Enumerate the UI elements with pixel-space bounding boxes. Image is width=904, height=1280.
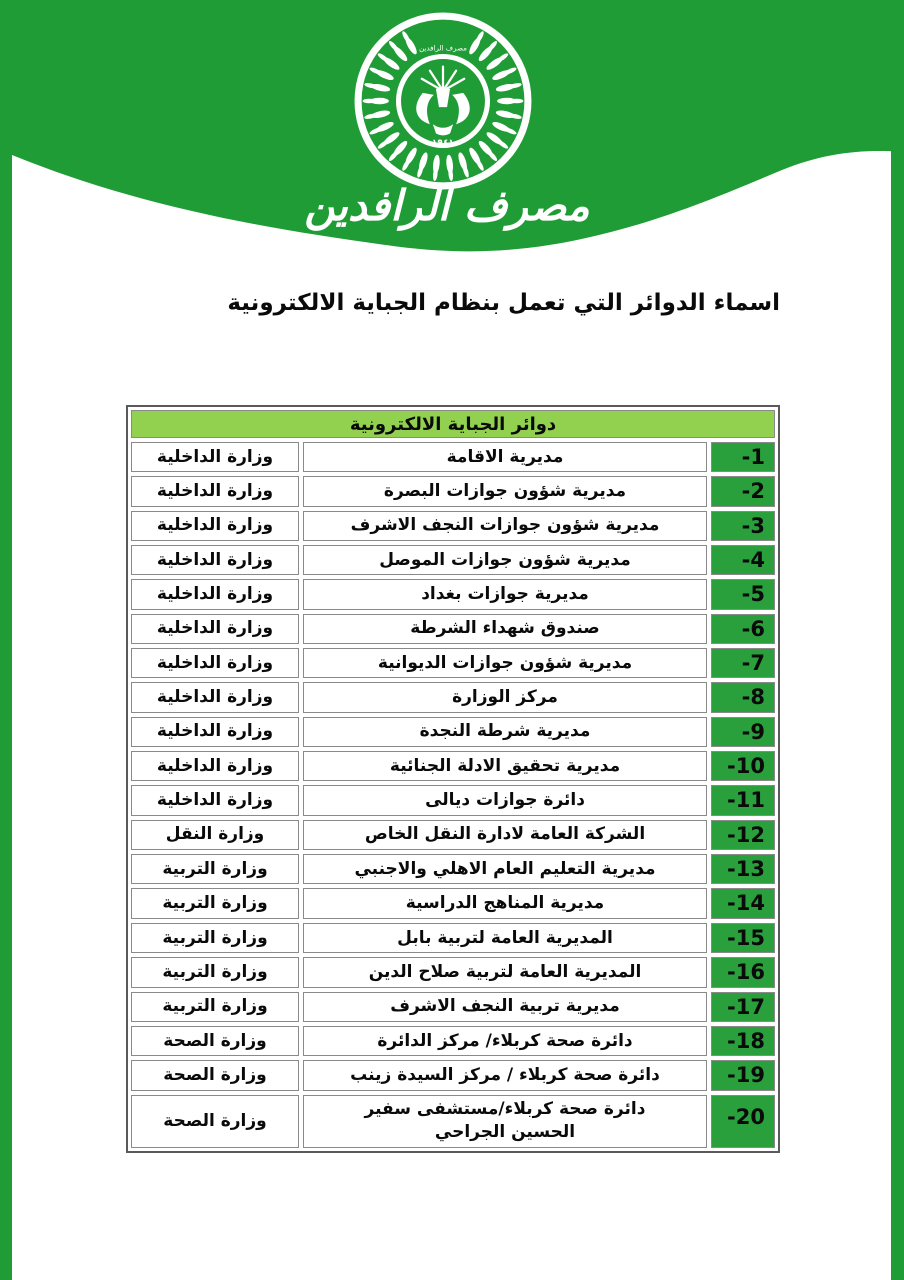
department-cell: دائرة صحة كربلاء/ مركز الدائرة bbox=[303, 1026, 707, 1056]
row-number-cell: -17 bbox=[711, 992, 775, 1022]
logo-year: ١٩٤١ bbox=[431, 138, 455, 149]
row-number-cell: -4 bbox=[711, 545, 775, 575]
department-cell: مديرية شرطة النجدة bbox=[303, 717, 707, 747]
ministry-cell: وزارة التربية bbox=[131, 923, 299, 953]
ministry-cell: وزارة الداخلية bbox=[131, 579, 299, 609]
ministry-cell: وزارة الصحة bbox=[131, 1026, 299, 1056]
ministry-cell: وزارة التربية bbox=[131, 854, 299, 884]
ministry-cell: وزارة التربية bbox=[131, 888, 299, 918]
row-number-cell: -11 bbox=[711, 785, 775, 815]
row-number-cell: -8 bbox=[711, 682, 775, 712]
ministry-cell: وزارة الداخلية bbox=[131, 648, 299, 678]
ministry-cell: وزارة الداخلية bbox=[131, 614, 299, 644]
bank-name-calligraphy: مصرف الرافدين bbox=[304, 181, 590, 230]
row-number-cell: -13 bbox=[711, 854, 775, 884]
department-cell: المديرية العامة لتربية بابل bbox=[303, 923, 707, 953]
row-number-cell: -9 bbox=[711, 717, 775, 747]
collection-departments-table bbox=[126, 405, 780, 1153]
row-number-cell: -1 bbox=[711, 442, 775, 472]
logo-micro-text: مصرف الرافدين bbox=[419, 43, 467, 53]
department-cell: مديرية جوازات بغداد bbox=[303, 579, 707, 609]
bank-logo bbox=[352, 10, 534, 192]
row-number-cell: -12 bbox=[711, 820, 775, 850]
department-cell: دائرة صحة كربلاء/مستشفى سفير الحسين الجراحي bbox=[303, 1095, 707, 1148]
ministry-cell: وزارة الداخلية bbox=[131, 717, 299, 747]
rivers-emblem-icon bbox=[416, 89, 470, 136]
department-cell: مديرية شؤون جوازات الديوانية bbox=[303, 648, 707, 678]
department-cell: مديرية المناهج الدراسية bbox=[303, 888, 707, 918]
row-number-cell: -19 bbox=[711, 1060, 775, 1090]
page-title: اسماء الدوائر التي تعمل بنظام الجباية الالكترونية bbox=[227, 290, 780, 316]
ministry-cell: وزارة الصحة bbox=[131, 1060, 299, 1090]
ministry-cell: وزارة الداخلية bbox=[131, 476, 299, 506]
row-number-cell: -16 bbox=[711, 957, 775, 987]
ministry-cell: وزارة الداخلية bbox=[131, 785, 299, 815]
department-cell: صندوق شهداء الشرطة bbox=[303, 614, 707, 644]
ministry-cell: وزارة الداخلية bbox=[131, 682, 299, 712]
row-number-cell: -3 bbox=[711, 511, 775, 541]
ministry-cell: وزارة الداخلية bbox=[131, 511, 299, 541]
row-number-cell: -6 bbox=[711, 614, 775, 644]
department-cell: مديرية تحقيق الادلة الجنائية bbox=[303, 751, 707, 781]
row-number-cell: -20 bbox=[711, 1095, 775, 1148]
department-cell: مديرية الاقامة bbox=[303, 442, 707, 472]
ministry-cell: وزارة التربية bbox=[131, 957, 299, 987]
department-cell: مركز الوزارة bbox=[303, 682, 707, 712]
fountain-emblem-icon bbox=[422, 67, 464, 91]
ministry-cell: وزارة النقل bbox=[131, 820, 299, 850]
ministry-cell: وزارة الداخلية bbox=[131, 751, 299, 781]
department-cell: مديرية شؤون جوازات النجف الاشرف bbox=[303, 511, 707, 541]
row-number-cell: -5 bbox=[711, 579, 775, 609]
department-cell: دائرة صحة كربلاء / مركز السيدة زينب bbox=[303, 1060, 707, 1090]
table-title-cell: دوائر الجباية الالكترونية bbox=[131, 410, 775, 438]
ministry-cell: وزارة التربية bbox=[131, 992, 299, 1022]
department-cell: المديرية العامة لتربية صلاح الدين bbox=[303, 957, 707, 987]
department-cell: مديرية التعليم العام الاهلي والاجنبي bbox=[303, 854, 707, 884]
department-cell: الشركة العامة لادارة النقل الخاص bbox=[303, 820, 707, 850]
row-number-cell: -18 bbox=[711, 1026, 775, 1056]
row-number-cell: -15 bbox=[711, 923, 775, 953]
department-cell: دائرة جوازات ديالى bbox=[303, 785, 707, 815]
department-cell: مديرية شؤون جوازات البصرة bbox=[303, 476, 707, 506]
ministry-cell: وزارة الداخلية bbox=[131, 545, 299, 575]
row-number-cell: -14 bbox=[711, 888, 775, 918]
row-number-cell: -7 bbox=[711, 648, 775, 678]
ministry-cell: وزارة الداخلية bbox=[131, 442, 299, 472]
department-cell: مديرية تربية النجف الاشرف bbox=[303, 992, 707, 1022]
table-body bbox=[131, 442, 775, 1148]
ministry-cell: وزارة الصحة bbox=[131, 1095, 299, 1148]
row-number-cell: -10 bbox=[711, 751, 775, 781]
department-cell: مديرية شؤون جوازات الموصل bbox=[303, 545, 707, 575]
row-number-cell: -2 bbox=[711, 476, 775, 506]
